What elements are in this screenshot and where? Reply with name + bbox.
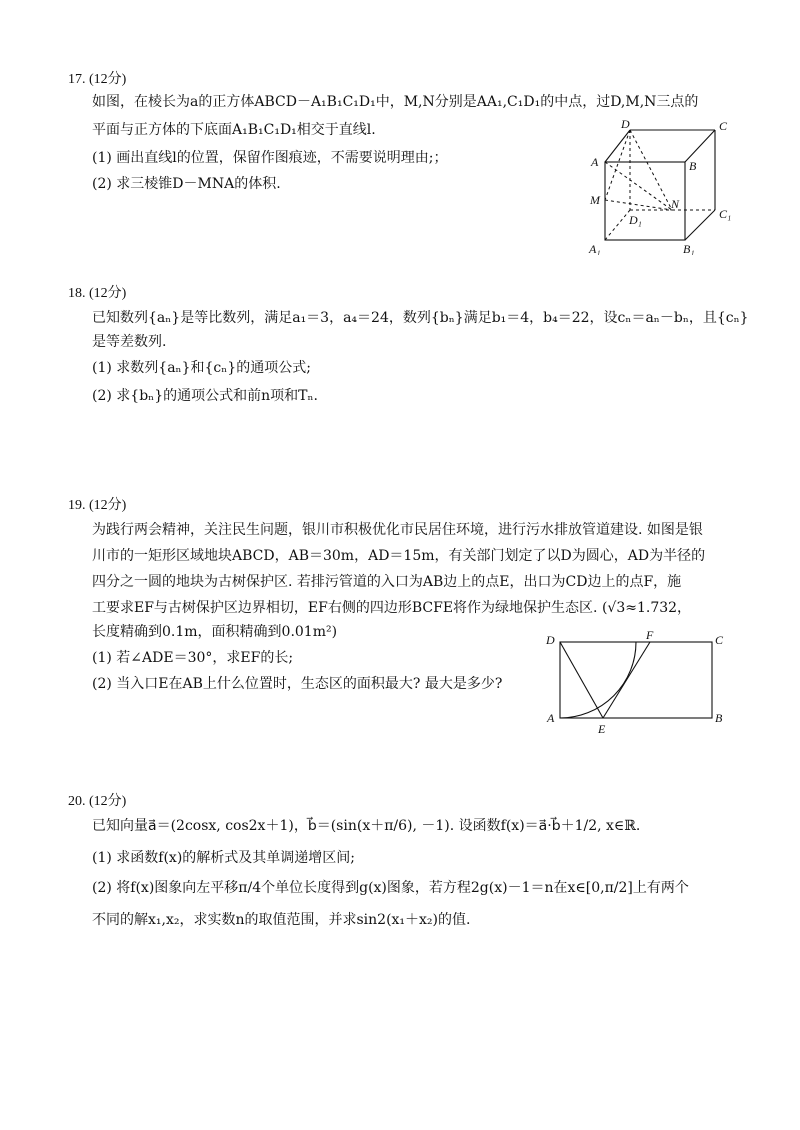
problem-17-line-1: 如图，在棱长为a的正方体ABCD－A₁B₁C₁D₁中，M,N分别是AA₁,C₁D₁的中点，过D,M,N三点的 [92, 94, 699, 110]
label-A: A [547, 711, 555, 725]
label-A1: A₁ [589, 242, 601, 255]
label-E: E [598, 722, 606, 734]
problem-17-number: 17. (12分) [68, 72, 127, 87]
problem-20-part-2: (2) 将f(x)图象向左平移π/4个单位长度得到g(x)图象，若方程2g(x)－1＝n在x∈[0,π/2]上有两个 [92, 880, 689, 896]
problem-18-part-1: (1) 求数列{aₙ}和{cₙ}的通项公式; [92, 360, 311, 376]
problem-18-number: 18. (12分) [68, 286, 127, 301]
problem-18-line-1: 已知数列{aₙ}是等比数列，满足a₁＝3，a₄＝24，数列{bₙ}满足b₁＝4，b₄＝22，设cₙ＝aₙ－bₙ，且{cₙ} [92, 310, 749, 326]
problem-17-part-2: (2) 求三棱锥D－MNA的体积. [92, 176, 281, 192]
problem-19-part-2: (2) 当入口E在AB上什么位置时，生态区的面积最大? 最大是多少? [92, 676, 503, 692]
label-A: A [591, 155, 599, 169]
problem-20-part-1: (1) 求函数f(x)的解析式及其单调递增区间; [92, 850, 355, 866]
cube-figure [585, 120, 735, 255]
problem-20-number: 20. (12分) [68, 794, 127, 809]
label-M: M [590, 193, 600, 207]
problem-17-part-1: (1) 画出直线l的位置，保留作图痕迹，不需要说明理由;； [92, 150, 448, 166]
problem-17-line-2: 平面与正方体的下底面A₁B₁C₁D₁相交于直线l. [92, 122, 376, 138]
label-C: C [715, 633, 724, 647]
label-B1: B₁ [683, 242, 695, 255]
label-D: D [546, 633, 555, 647]
label-N: N [671, 197, 680, 211]
problem-20-line-1: 已知向量a⃗＝(2cosx, cos2x＋1)，b⃗＝(sin(x＋π/6), －1). 设函数f(x)＝a⃗·b⃗＋1/2, x∈ℝ. [92, 818, 641, 834]
problem-19-part-1: (1) 若∠ADE＝30°，求EF的长; [92, 650, 294, 666]
label-B: B [715, 711, 723, 725]
problem-19-line-3: 四分之一圆的地块为古树保护区. 若排污管道的入口为AB边上的点E，出口为CD边上的点F，施 [92, 574, 682, 590]
problem-19-line-4: 工要求EF与古树保护区边界相切，EF右侧的四边形BCFE将作为绿地保护生态区. (√3≈1.732， [92, 600, 692, 616]
label-F: F [646, 630, 654, 642]
label-C: C [719, 120, 728, 133]
problem-18-part-2: (2) 求{bₙ}的通项公式和前n项和Tₙ. [92, 388, 318, 404]
problem-19-line-2: 川市的一矩形区域地块ABCD，AB＝30m，AD＝15m，有关部门划定了以D为圆心，AD为半径的 [92, 548, 706, 564]
label-D1: D₁ [629, 213, 642, 227]
problem-19-line-1: 为践行两会精神，关注民生问题，银川市积极优化市民居住环境，进行污水排放管道建设. 如图是银 [92, 522, 703, 538]
problem-18-line-2: 是等差数列. [92, 334, 167, 350]
problem-20-line-4: 不同的解x₁,x₂，求实数n的取值范围，并求sin2(x₁＋x₂)的值. [92, 912, 471, 928]
problem-19-number: 19. (12分) [68, 498, 127, 513]
rectangle-figure [540, 630, 730, 734]
label-B: B [689, 159, 697, 173]
label-C1: C₁ [719, 207, 732, 221]
problem-19-line-5: 长度精确到0.1m，面积精确到0.01m²) [92, 624, 338, 640]
label-D: D [621, 120, 630, 131]
